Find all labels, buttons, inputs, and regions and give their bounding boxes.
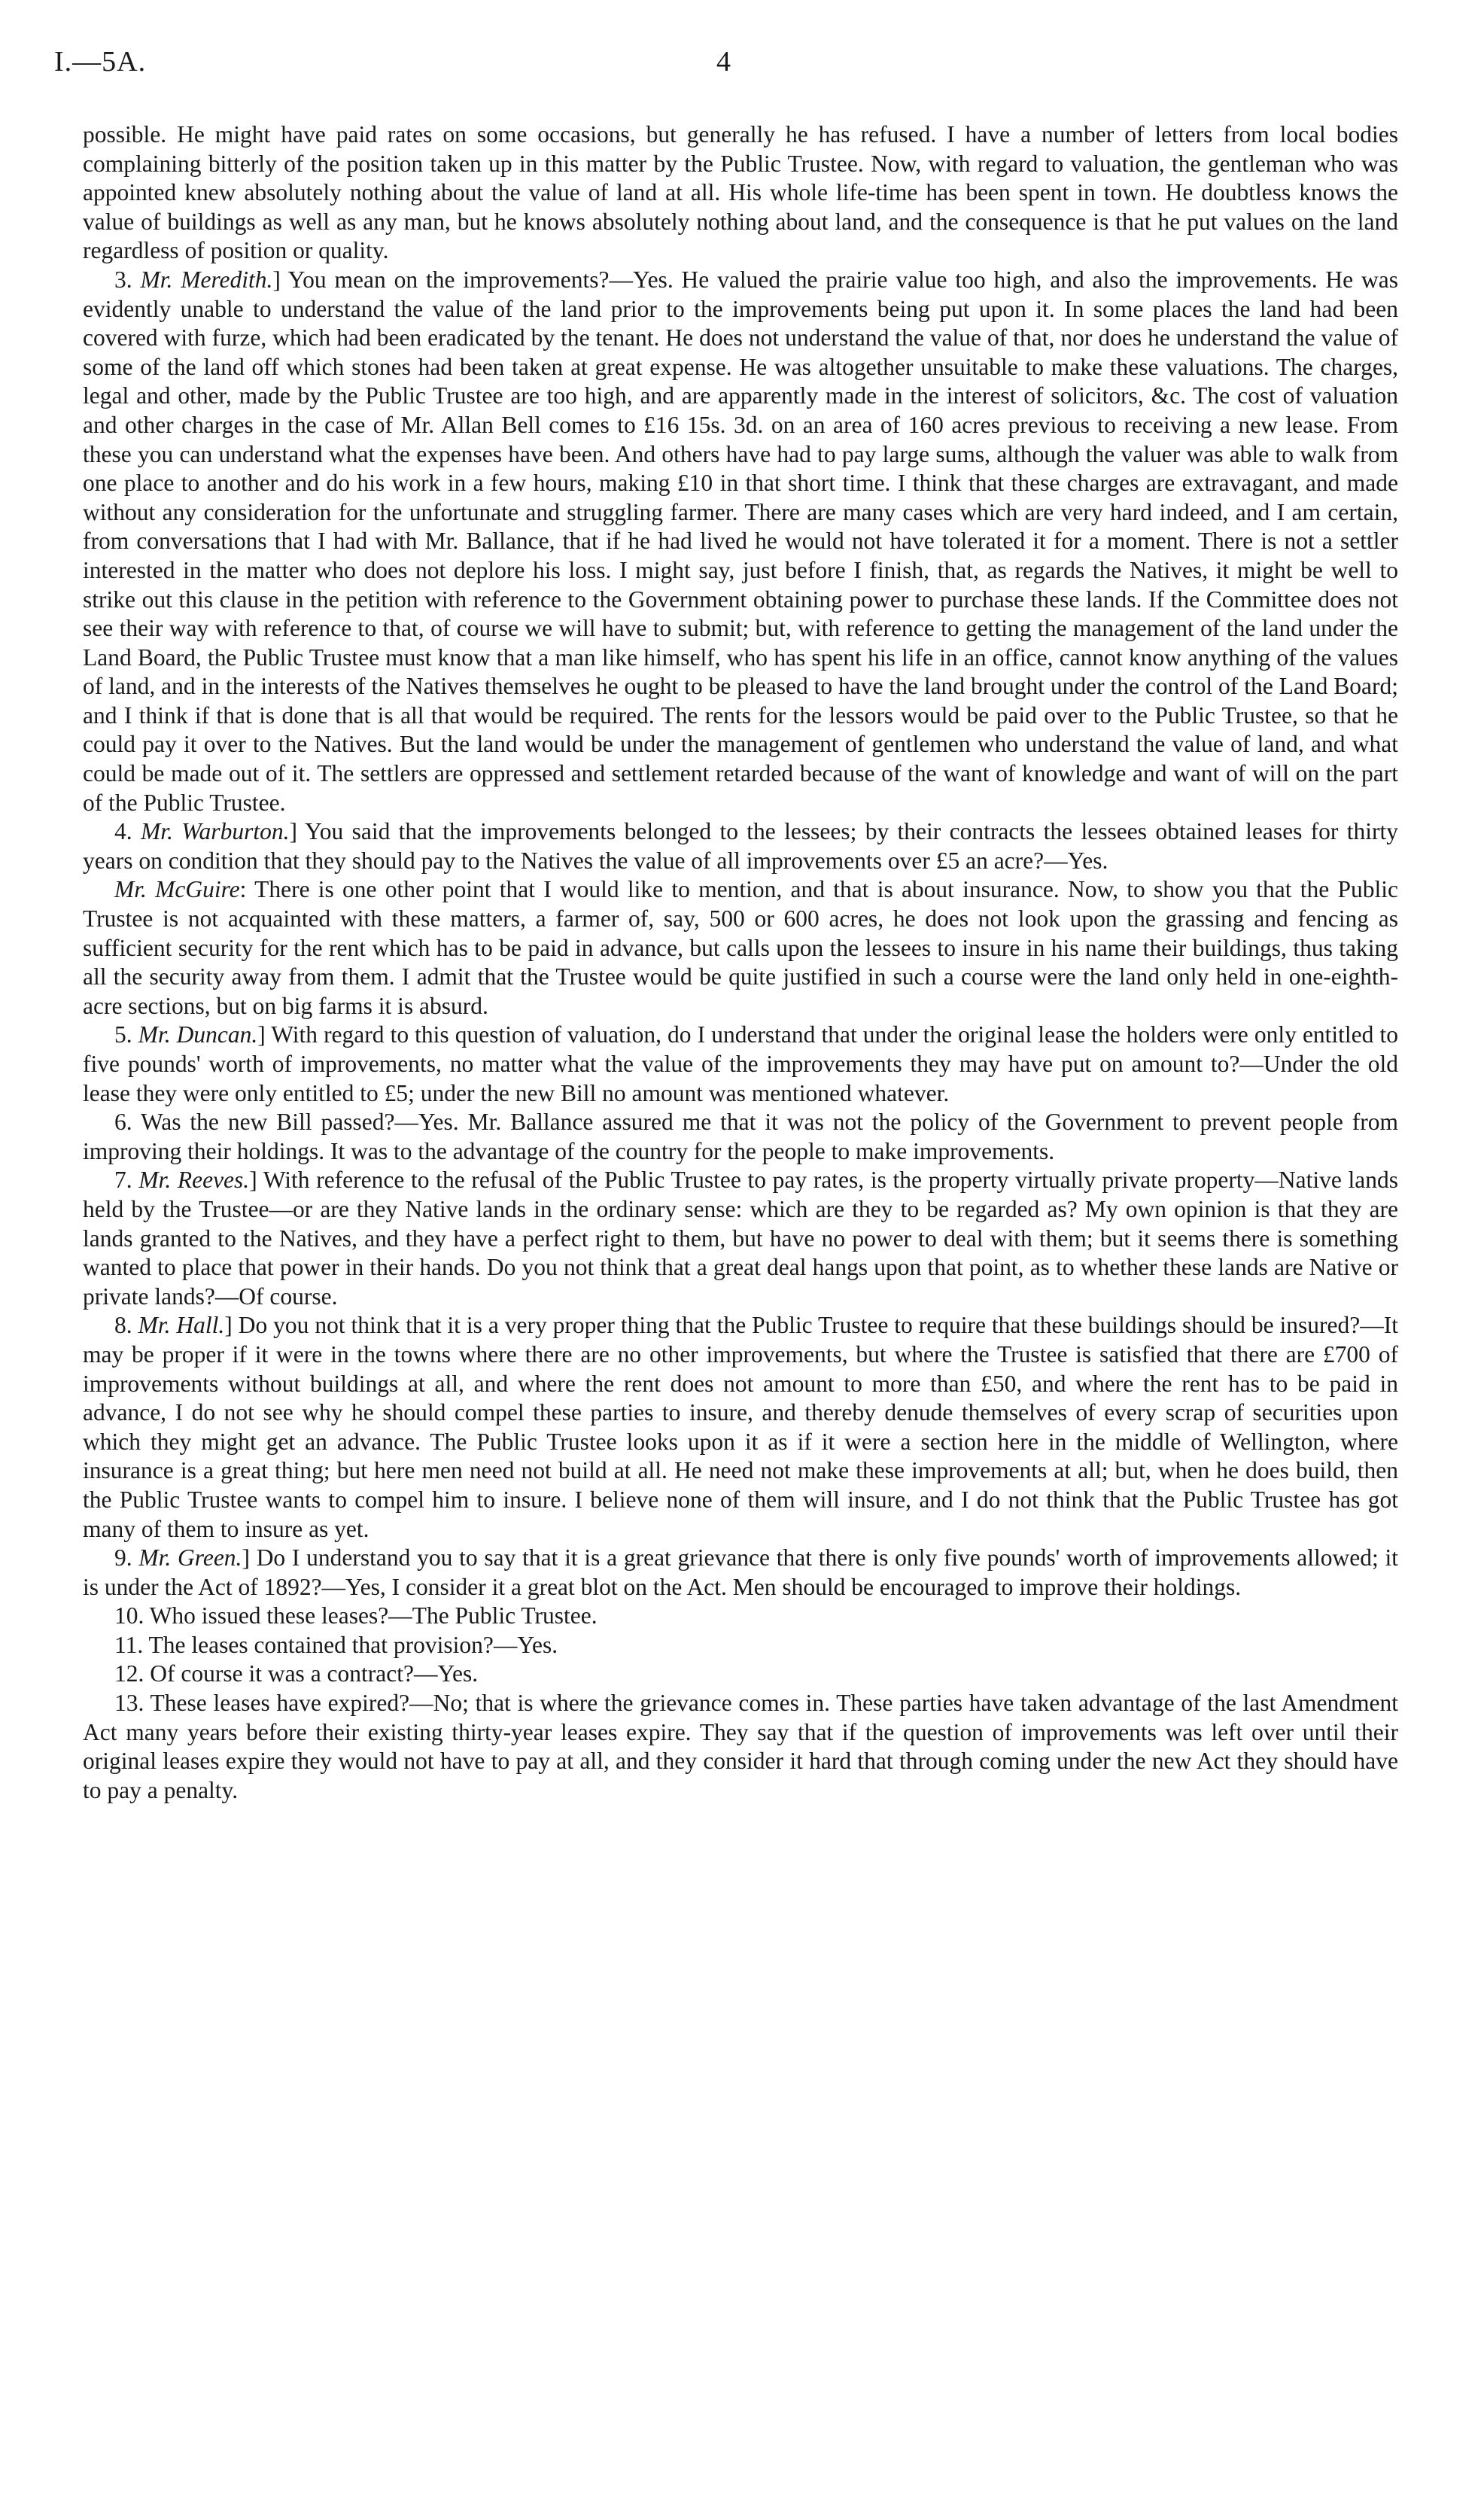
- speaker-separator: :: [239, 876, 255, 903]
- speaker-separator: ]: [289, 818, 306, 845]
- paragraph-text: Of course it was a contract?—Yes.: [150, 1660, 479, 1687]
- paragraph: [83, 1311, 1398, 1544]
- paragraph: [83, 875, 1398, 1021]
- question-number: 4.: [114, 818, 141, 845]
- speaker-separator: ]: [249, 1167, 263, 1194]
- question-number: 10.: [114, 1602, 150, 1629]
- paragraph: [83, 1166, 1398, 1311]
- paragraph: [83, 1631, 1398, 1660]
- speaker-separator: ]: [257, 1021, 272, 1048]
- paragraph-text: possible. He might have paid rates on some occasions, but generally he has refused. I have a number of letters from local bodies complaining bitterly of the position taken up in this matter by the Public Trustee. Now, with regard to valuation, the gentleman who was appointed knew absolutely nothing about the value of land at all. His whole life-time has been spent in town. He doubtless knows the value of buildings as well as any man, but he knows absolutely nothing about land, and the consequence is that he put values on the land regardless of position or quality.: [83, 121, 1398, 264]
- paragraph: [83, 1660, 1398, 1689]
- paragraph-text: Was the new Bill passed?—Yes. Mr. Ballance assured me that it was not the policy of the Government to prevent people from improving their holdings. It was to the advantage of the country for the people to make improvements.: [83, 1109, 1398, 1164]
- speaker-name: Mr. Reeves.: [138, 1167, 250, 1194]
- speaker-separator: ]: [242, 1544, 257, 1572]
- speaker-separator: ]: [224, 1312, 239, 1339]
- speaker-name: Mr. Warburton.: [140, 818, 290, 845]
- document-reference: I.—5A.: [54, 46, 147, 78]
- question-number: 8.: [114, 1312, 138, 1339]
- question-number: 13.: [114, 1690, 151, 1717]
- paragraph-text: With regard to this question of valuation, do I understand that under the original lease the holders were only entitled to five pounds' worth of improvements, no matter what the value of the improvements they may have put on amount to?—Under the old lease they were only entitled to £5; under the new Bill no amount was mentioned whatever.: [83, 1021, 1398, 1106]
- paragraph: [83, 1689, 1398, 1805]
- paragraph: [83, 1544, 1398, 1602]
- paragraph: [83, 266, 1398, 817]
- question-number: 9.: [114, 1544, 139, 1572]
- paragraph-text: The leases contained that provision?—Yes.: [148, 1631, 558, 1658]
- paragraph-text: There is one other point that I would like to mention, and that is about insurance. Now, to show you that the Public Trustee is not acquainted with these matters, a farmer of, say, 500 or 600 acres, he does not look upon the grassing and fencing as sufficient security for the rent which has to be paid in advance, but calls upon the lessees to insure in his name their buildings, thus taking all the security away from them. I admit that the Trustee would be quite justified in such a course were the land only held in one-eighth-acre sections, but on big farms it is absurd.: [83, 876, 1398, 1019]
- speaker-name: Mr. McGuire: [114, 876, 240, 903]
- speaker-name: Mr. Green.: [138, 1544, 242, 1572]
- speaker-name: Mr. Meredith.: [140, 266, 273, 293]
- question-number: 11.: [114, 1631, 149, 1658]
- question-number: 12.: [114, 1660, 151, 1687]
- speaker-name: Mr. Hall.: [138, 1312, 225, 1339]
- paragraph: [83, 817, 1398, 875]
- question-number: 6.: [114, 1109, 141, 1136]
- question-number: 7.: [114, 1167, 139, 1194]
- paragraph: [83, 1021, 1398, 1108]
- speaker-separator: ]: [272, 266, 288, 293]
- speaker-name: Mr. Duncan.: [138, 1021, 258, 1048]
- body-text: [83, 120, 1398, 1805]
- paragraph-text: Do you not think that it is a very proper thing that the Public Trustee to require that these buildings should be insured?—It may be proper if it were in the towns where there are no other improvements, but where the Trustee is satisfied that there are £700 of improvements without buildings at all, and where the rent does not amount to more than £50, and where the rent has to be paid in advance, I do not see why he should compel these parties to insure, and thereby denude themselves of every scrap of securities upon which they might get an advance. The Public Trustee looks upon it as if it were a section here in the middle of Wellington, where insurance is a great thing; but here men need not build at all. He need not make these improvements at all; but, when he does build, then the Public Trustee wants to compel him to insure. I believe none of them will insure, and I do not think that the Public Trustee has got many of them to insure as yet.: [83, 1312, 1398, 1542]
- paragraph-text: You mean on the improvements?—Yes. He valued the prairie value too high, and also the improvements. He was evidently unable to understand the value of the land prior to the improvements being put upon it. In some places the land had been covered with furze, which had been eradicated by the tenant. He does not understand the value of that, nor does he understand the value of some of the land off which stones had been taken at great expense. He was altogether unsuitable to make these valuations. The charges, legal and other, made by the Public Trustee are too high, and are apparently made in the interest of solicitors, &c. The cost of valuation and other charges in the case of Mr. Allan Bell comes to £16 15s. 3d. on an area of 160 acres previous to receiving a new lease. From these you can understand what the expenses have been. And others have had to pay large sums, although the valuer was able to walk from one place to another and do his work in a few hours, making £10 in that short time. I think that these charges are extravagant, and made without any consideration for the unfortunate and struggling farmer. There are many cases which are very hard indeed, and I am certain, from conversations that I had with Mr. Ballance, that if he had lived he would not have tolerated it for a moment. There is not a settler interested in the matter who does not deplore his loss. I might say, just before I finish, that, as regards the Natives, it might be well to strike out this clause in the petition with reference to the Government obtaining power to purchase these lands. If the Committee does not see their way with reference to that, of course we will have to submit; but, with reference to getting the management of the land under the Land Board, the Public Trustee must know that a man like himself, who has spent his life in an office, cannot know anything of the values of land, and in the interests of the Natives themselves he ought to be pleased to have the land brought under the control of the Land Board; and I think if that is done that is all that would be required. The rents for the lessors would be paid over to the Public Trustee, so that he could pay it over to the Natives. But the land would be under the management of gentlemen who understand the value of land, and what could be made out of it. The settlers are oppressed and settlement retarded because of the want of knowledge and want of will on the part of the Public Trustee.: [83, 266, 1398, 816]
- paragraph: [83, 1108, 1398, 1166]
- paragraph-text: Who issued these leases?—The Public Trustee.: [149, 1602, 598, 1629]
- page-header: [54, 45, 1430, 90]
- paragraph: [83, 120, 1398, 266]
- paragraph-text: You said that the improvements belonged to the lessees; by their contracts the lessees obtained leases for thirty years on condition that they should pay to the Natives the value of all improvements over £5 an acre?—Yes.: [83, 818, 1399, 874]
- page-number: 4: [716, 46, 731, 78]
- paragraph-text: Do I understand you to say that it is a great grievance that there is only five pounds' worth of improvements allowed; it is under the Act of 1892?—Yes, I consider it a great blot on the Act. Men should be encouraged to improve their holdings.: [83, 1544, 1398, 1600]
- paragraph: [83, 1602, 1398, 1631]
- paragraph-text: With reference to the refusal of the Public Trustee to pay rates, is the property virtually private property—Native lands held by the Trustee—or are they Native lands in the ordinary sense: which are they to be regarded as? My own opinion is that they are lands granted to the Natives, and they have a perfect right to them, but have no power to deal with them; but it seems there is something wanted to place that power in their hands. Do you not think that a great deal hangs upon that point, as to whether these lands are Native or private lands?—Of course.: [83, 1167, 1399, 1310]
- question-number: 5.: [114, 1021, 138, 1048]
- paragraph-text: These leases have expired?—No; that is where the grievance comes in. These parties have taken advantage of the last Amendment Act many years before their existing thirty-year leases expire. They say that if the question of improvements was left over until their original leases expire they would not have to pay at all, and they consider it hard that through coming under the new Act they should have to pay a penalty.: [83, 1690, 1398, 1803]
- question-number: 3.: [114, 266, 141, 293]
